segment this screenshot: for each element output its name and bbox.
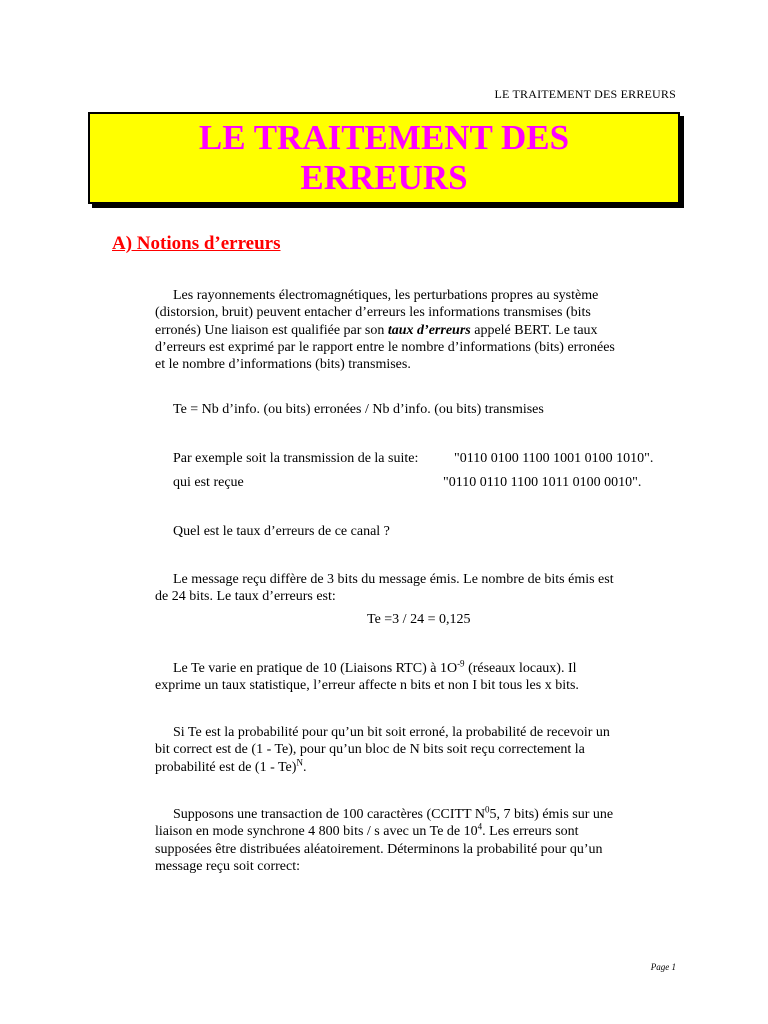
paragraph-line: et le nombre d’informations (bits) transmises. xyxy=(155,357,411,373)
paragraph-line: Les rayonnements électromagnétiques, les perturbations propres au système xyxy=(173,288,599,303)
example-bit-sequence: "0110 0110 1100 1011 0100 0010". xyxy=(443,475,642,490)
exponent: 0 xyxy=(484,804,490,815)
example-sent-row xyxy=(173,451,654,467)
text-run: 5, 7 bits) émis sur une xyxy=(489,807,614,822)
example-label: Par exemple soit la transmission de la suite: xyxy=(173,451,419,466)
emphasis-term: taux d’erreurs xyxy=(387,322,471,338)
exponent: 4 xyxy=(477,821,483,832)
paragraph-line xyxy=(155,823,695,840)
page-number: Page 1 xyxy=(650,962,676,972)
paragraph-line xyxy=(155,806,695,823)
text-run: (réseaux locaux). Il xyxy=(464,661,577,676)
paragraph-line xyxy=(155,660,695,677)
exponent: -9 xyxy=(457,658,465,669)
text-run: probabilité est de (1 - Te) xyxy=(155,759,297,775)
paragraph-line: bit correct est de (1 - Te), pour qu’un bloc de N bits soit reçu correctement la xyxy=(155,742,585,758)
text-run: . Les erreurs sont xyxy=(482,824,579,840)
paragraph-line: supposées être distribuées aléatoirement. Déterminons la probabilité pour qu’un xyxy=(155,841,603,857)
example-received-row xyxy=(173,475,642,491)
paragraph-answer xyxy=(155,571,695,606)
text-run: appelé BERT. Le taux xyxy=(470,322,598,338)
example-label: qui est reçue xyxy=(173,475,244,490)
paragraph-line: message reçu soit correct: xyxy=(155,858,300,874)
paragraph-line: Le message reçu diffère de 3 bits du message émis. Le nombre de bits émis est xyxy=(173,572,614,587)
error-rate-formula: Te = Nb d’info. (ou bits) erronées / Nb d’info. (ou bits) transmises xyxy=(173,402,544,417)
text-run: . xyxy=(302,759,307,775)
title-box xyxy=(88,112,680,204)
page-title: LE TRAITEMENT DES ERREURS xyxy=(198,118,570,197)
text-run: Supposons une transaction de 100 caractères (CCITT N xyxy=(173,807,485,822)
text-run: erronés) Une liaison est qualifiée par son xyxy=(155,322,388,338)
paragraph-line xyxy=(155,756,695,776)
paragraph-probability xyxy=(155,724,695,776)
result-formula: Te =3 / 24 = 0,125 xyxy=(367,612,471,627)
running-header: LE TRAITEMENT DES ERREURS xyxy=(494,87,676,101)
question-text: Quel est le taux d’erreurs de ce canal ? xyxy=(173,524,390,539)
paragraph-line: (distorsion, bruit) peuvent entacher d’erreurs les informations transmises (bits xyxy=(155,305,591,321)
paragraph-line: Si Te est la probabilité pour qu’un bit soit erroné, la probabilité de recevoir un xyxy=(173,725,610,740)
example-bit-sequence: "0110 0100 1100 1001 0100 1010". xyxy=(454,451,654,466)
paragraph-line: exprime un taux statistique, l’erreur affecte n bits et non I bit tous les x bits. xyxy=(155,678,579,694)
text-run: Le Te varie en pratique de 10 (Liaisons RTC) à 1O xyxy=(173,661,458,676)
paragraph-intro xyxy=(155,287,695,373)
paragraph-line: d’erreurs est exprimé par le rapport entre le nombre d’informations (bits) erronées xyxy=(155,339,615,355)
paragraph-transaction xyxy=(155,806,695,875)
text-run: liaison en mode synchrone 4 800 bits / s avec un Te de 10 xyxy=(155,824,478,840)
paragraph-line: de 24 bits. Le taux d’erreurs est: xyxy=(155,589,336,605)
paragraph-te-range xyxy=(155,660,695,695)
exponent: N xyxy=(296,756,303,767)
section-heading: A) Notions d’erreurs xyxy=(112,233,281,254)
paragraph-line xyxy=(155,322,695,339)
